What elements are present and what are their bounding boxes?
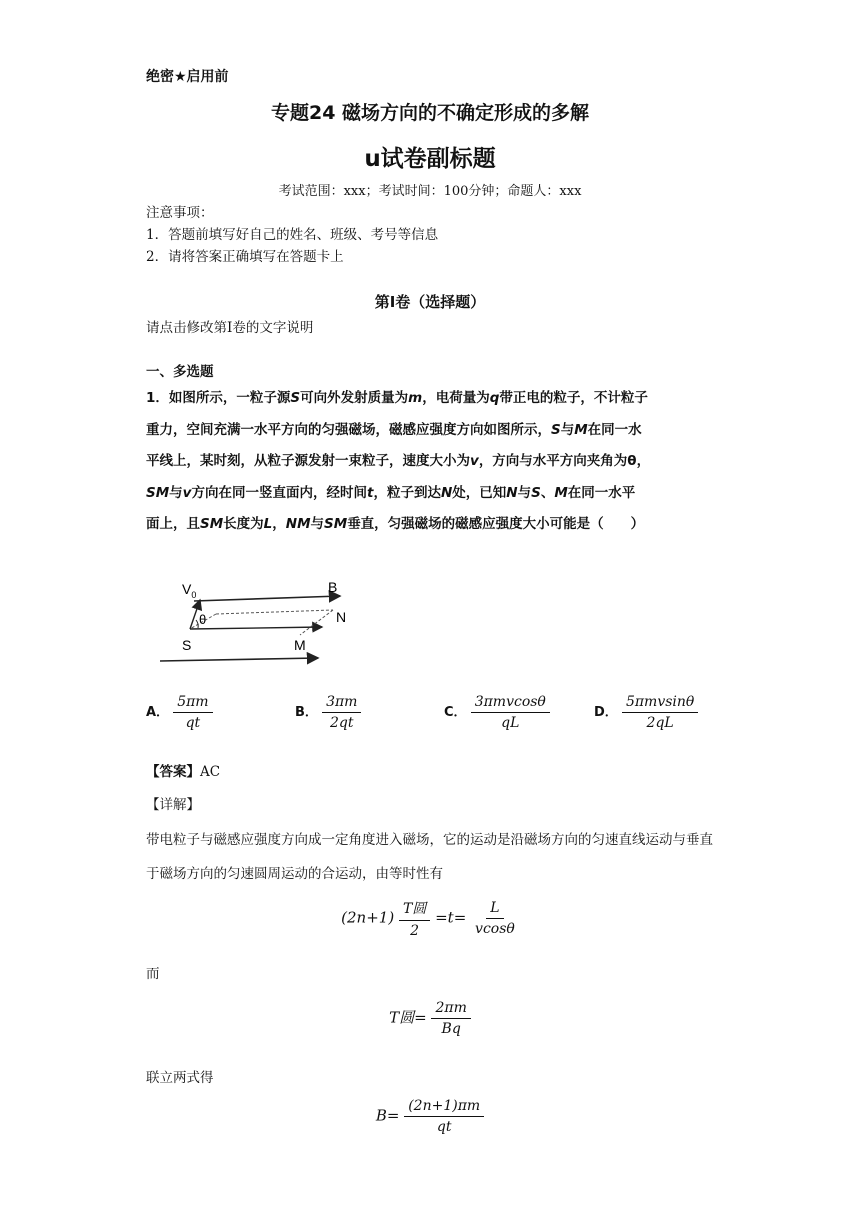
question-line: 平线上，某时刻，从粒子源发射一束粒子，速度大小为v，方向与水平方向夹角为θ，	[146, 453, 651, 469]
detail-tag: 【详解】	[146, 797, 200, 813]
label-s: S	[182, 637, 192, 653]
question-line: 重力，空间充满一水平方向的匀强磁场，磁感应强度方向如图所示，S与M在同一水	[146, 421, 642, 438]
option-a[interactable]: A． $\frac{5\pi m}{qt}$	[146, 694, 213, 731]
notes-block	[146, 202, 438, 268]
label-b: B	[328, 579, 338, 595]
volume-description: 请点击修改第I卷的文字说明	[146, 320, 314, 336]
angle-arc	[196, 620, 198, 628]
option-b[interactable]: B． $\frac{3\pi m}{2qt}$	[295, 694, 361, 731]
explanation-paragraph: 带电粒子与磁感应强度方向成一定角度进入磁场，它的运动是沿磁场方向的匀速直线运动与垂直于磁场方向的匀速圆周运动的合运动，由等时性有	[146, 832, 713, 882]
notes-item: 2．请将答案正确填写在答题卡上	[146, 249, 344, 265]
confidential-label: 绝密★启用前	[146, 69, 229, 85]
document-title: 专题24 磁场方向的不确定形成的多解	[270, 102, 590, 124]
label-m: M	[294, 637, 306, 653]
notes-item: 1．答题前填写好自己的姓名、班级、考号等信息	[146, 227, 439, 243]
dashed-line-top	[216, 610, 333, 614]
magnetic-field-figure	[150, 572, 370, 672]
label-n: N	[336, 609, 347, 625]
equation-2: T圆= $\frac{2\pi m}{Bq}$	[0, 1000, 860, 1037]
word-er: 而	[146, 966, 160, 982]
notes-heading: 注意事项：	[146, 205, 214, 221]
field-line-top	[194, 596, 340, 601]
label-theta: θ	[199, 612, 207, 627]
equation-3: B= $\frac{(2n+1)\pi m}{qt}$	[0, 1098, 860, 1135]
option-d[interactable]: D． $\frac{\text{5πmvsinθ}}{2qL}$	[594, 694, 698, 731]
question-line: SM与v方向在同一竖直面内，经时间t，粒子到达N处，已知N与S、M在同一水平	[146, 484, 636, 501]
document-subtitle: u试卷副标题	[364, 146, 496, 172]
answer-line	[146, 760, 220, 780]
volume-title: 第I卷（选择题）	[374, 293, 486, 311]
answer-tag: 【答案】	[146, 764, 200, 780]
combine-text: 联立两式得	[146, 1070, 214, 1086]
option-c-fraction: $\frac{\text{3πmvcosθ}}{qL}$	[471, 694, 550, 731]
question-line: 面上，且SM长度为L，NM与SM垂直，匀强磁场的磁感应强度大小可能是（ ）	[146, 516, 645, 532]
option-a-fraction: $\frac{5\pi m}{qt}$	[173, 694, 212, 731]
option-c[interactable]: C． $\frac{\text{3πmvcosθ}}{qL}$	[444, 694, 550, 731]
question-line: 1．如图所示，一粒子源S可向外发射质量为m，电荷量为q带正电的粒子，不计粒子	[146, 390, 648, 406]
dashed-line-nm	[300, 610, 333, 635]
option-b-fraction: $\frac{3\pi m}{2qt}$	[322, 694, 361, 731]
label-v0: $V_0$	[182, 581, 197, 600]
answer-value: AC	[200, 764, 221, 780]
equation-1: (2n+1) $\frac{\text{T圆}}{2}$ =t= $\frac{L}{vcos\theta}$	[341, 900, 515, 939]
field-line-bottom	[160, 658, 318, 661]
option-d-fraction: $\frac{\text{5πmvsinθ}}{2qL}$	[622, 694, 698, 731]
question-text	[146, 383, 720, 541]
field-line-middle	[190, 627, 322, 629]
section-heading: 一、多选题	[146, 364, 214, 380]
exam-info: 考试范围：xxx；考试时间：100分钟；命题人：xxx	[278, 184, 582, 199]
